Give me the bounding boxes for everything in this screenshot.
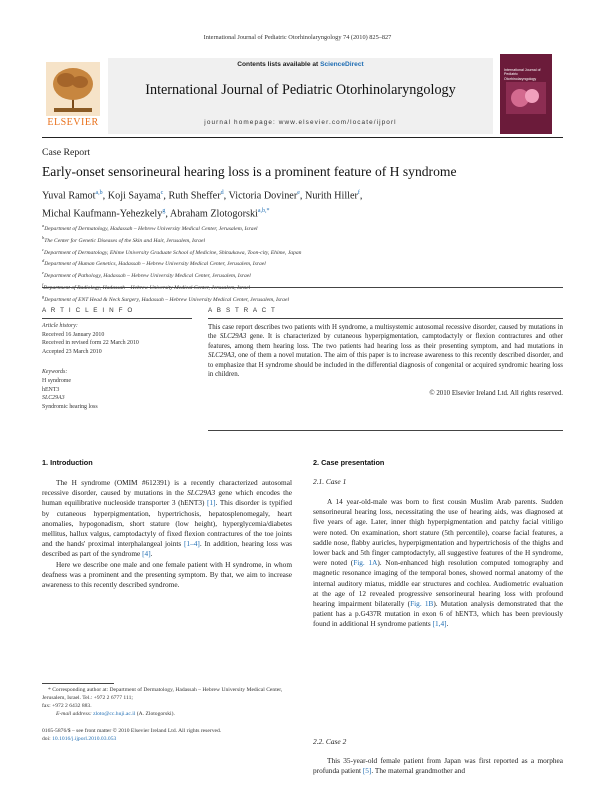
author-separator: , bbox=[299, 190, 305, 202]
contents-prefix: Contents lists available at bbox=[237, 61, 321, 68]
author-affiliation-marker[interactable]: a,b,* bbox=[257, 207, 270, 214]
keywords-label: Keywords: bbox=[42, 369, 68, 376]
citation-link[interactable]: [5] bbox=[362, 766, 372, 776]
affiliation-marker: g bbox=[42, 293, 45, 299]
article-identifiers bbox=[42, 727, 302, 743]
affiliation-marker: b bbox=[42, 234, 45, 240]
affiliation-text: Department of Dermatology, Ehime University Graduate School of Medicine, Shitsukawa, Toon-city, Ehime, Japan bbox=[43, 249, 302, 256]
received-date: Received 16 January 2010 bbox=[42, 331, 105, 338]
affiliation bbox=[42, 269, 562, 281]
author-separator: , bbox=[359, 190, 363, 202]
introduction-body bbox=[42, 478, 292, 590]
abstract-heading: A B S T R A C T bbox=[208, 307, 277, 314]
abstract-text bbox=[208, 323, 563, 379]
text-run: A 14 year-old-male was born to first cousin Muslim Arab parents. Sudden sensorineural hearing loss, necessitating the use of hearing aids, was diagnosed at five years of age. Later, inner thigh hyperpigmentation and patchy facial vitiligo were noted. On examination, short stature (5th percentile), coarse facial features, a saddle nose, flabby auricles, hyperpigmentation and hypertrichosis of the thighs and lower back and 5th finger camptodactyly, all suggestive features of the H syndrome, were noted ( bbox=[313, 497, 563, 568]
affiliation-marker: d bbox=[42, 258, 45, 264]
text-run: gene which encodes the human equilibrative nucleoside transporter 3 (hENT3) bbox=[42, 488, 292, 508]
abstract-part: , one of them a novel mutation. The aim of this paper is to increase awareness to this recently described disorder, and to emphasize that H syndrome should be included in the differential diagnosis of congenital or acquired syndromic hearing loss in children. bbox=[208, 352, 563, 379]
article-title: Early-onset sensorineural hearing loss is a prominent feature of H syndrome bbox=[42, 164, 457, 179]
email-link[interactable]: zloto@cc.huji.ac.il bbox=[93, 711, 136, 717]
abstract-part: gene. It is characterized by cutaneous hyperpigmentation, camptodactyly or flexion contractures and other features, among them hearing loss. The two patients had hearing loss as their presenting symptom, and had mutations in bbox=[208, 333, 563, 350]
author-affiliation-marker[interactable]: g bbox=[162, 207, 166, 214]
citation-link[interactable]: [1–4] bbox=[184, 539, 200, 549]
affiliation bbox=[42, 257, 562, 269]
revised-date: Received in revised form 22 March 2010 bbox=[42, 340, 139, 347]
paragraph bbox=[313, 497, 563, 630]
affiliation bbox=[42, 246, 562, 258]
email-suffix: (A. Zlotogorski). bbox=[135, 711, 175, 717]
author-name[interactable]: Ruth Sheffer bbox=[168, 190, 221, 202]
history-label: Article history: bbox=[42, 323, 78, 329]
author-name[interactable]: Michal Kaufmann-Yehezkely bbox=[42, 208, 163, 220]
paragraph bbox=[42, 478, 292, 560]
case-1-body bbox=[313, 497, 563, 630]
author-name[interactable]: Koji Sayama bbox=[107, 190, 161, 202]
section-heading-introduction: 1. Introduction bbox=[42, 458, 93, 467]
gene-name: SLC29A3 bbox=[219, 333, 247, 341]
paragraph: Here we describe one male and one female patient with H syndrome, in whom deafness was a prominent and the presenting symptom. By that, we aim to increase awareness to this recently described syndrome. bbox=[42, 559, 292, 590]
author-affiliation-marker[interactable]: d bbox=[220, 190, 224, 196]
author-affiliation-marker[interactable]: e bbox=[297, 190, 300, 196]
author-affiliation-marker[interactable]: a,b bbox=[95, 190, 103, 196]
text-run: ). Mutation analysis demonstrated that the patient has a p.G437R mutation in exon 6 of hENT3, which has been previously found in additional H syndrome patients bbox=[313, 599, 563, 629]
author-name[interactable]: Victoria Doviner bbox=[228, 190, 298, 202]
case-2-body bbox=[313, 756, 563, 776]
author-list bbox=[42, 186, 562, 222]
figure-link[interactable]: Fig. 1A bbox=[353, 558, 378, 568]
affiliation-marker: a bbox=[42, 223, 45, 228]
contents-line bbox=[108, 61, 493, 68]
author-affiliation-marker[interactable]: f bbox=[357, 190, 360, 196]
journal-title: International Journal of Pediatric Otorhinolaryngology bbox=[145, 82, 456, 98]
author-separator: , bbox=[163, 190, 169, 202]
gene-name: SLC29A3 bbox=[208, 352, 235, 360]
gene-name: SLC29A3 bbox=[187, 488, 216, 498]
article-info-rule bbox=[42, 318, 192, 319]
keyword: SLC29A3 bbox=[42, 395, 65, 402]
text-run: . This disorder is typified by cutaneous hyperpigmentation, hypertrichosis, hepatosplenomegaly, heart anomalies, hypogonadism, short stature (low height), hyperglycemia/diabetes mellitus, hallux valgus, camptodactyly of fixed flexion contractures of the toe joints and the hands' proximal interphalangeal joints bbox=[42, 498, 293, 549]
author-name[interactable]: Nurith Hiller bbox=[304, 190, 358, 202]
email-line bbox=[42, 710, 292, 718]
text-run: . The maternal grandmother and bbox=[371, 766, 466, 776]
article-type: Case Report bbox=[42, 147, 91, 158]
corresponding-author-footnote bbox=[42, 686, 292, 718]
abstract-bottom-rule bbox=[208, 430, 563, 431]
email-label: E-mail address: bbox=[56, 711, 94, 717]
affiliation-marker: f bbox=[42, 281, 44, 287]
footnote-rule bbox=[42, 683, 114, 684]
abstract-part: This case report describes two patients with H syndrome, a multisystemic autosomal recessive disorder, caused by mutations in the bbox=[208, 324, 563, 341]
corresponding-author-text: * Corresponding author at: Department of Dermatology, Hadassah – Hebrew University Medical Center, Jerusalem, Israel. Tel.: +972 2 6777 111; bbox=[42, 687, 283, 701]
affiliation-marker: c bbox=[42, 246, 44, 252]
elsevier-wordmark: ELSEVIER bbox=[47, 117, 99, 128]
figure-link[interactable]: Fig. 1B bbox=[410, 599, 434, 609]
keyword: hENT3 bbox=[42, 386, 60, 393]
affiliation-text: The Center for Genetic Diseases of the Skin and Hair, Jerusalem, Israel bbox=[44, 237, 205, 244]
cover-artwork bbox=[506, 82, 546, 114]
citation-link[interactable]: [1] bbox=[207, 498, 216, 508]
affiliation bbox=[42, 222, 562, 234]
author-separator: , bbox=[165, 208, 170, 220]
author-affiliation-marker[interactable]: c bbox=[160, 190, 164, 196]
affiliations bbox=[42, 222, 562, 304]
running-head: International Journal of Pediatric Otorhinolaryngology 74 (2010) 825–827 bbox=[203, 34, 392, 41]
masthead-rule bbox=[42, 137, 563, 138]
paragraph bbox=[313, 756, 563, 776]
keyword: Syndromic hearing loss bbox=[42, 403, 98, 410]
affiliation-text: Department of Dermatology, Hadassah – Hebrew University Medical Center, Jerusalem, Israel bbox=[44, 225, 258, 232]
affiliation bbox=[42, 234, 562, 246]
text-run: . bbox=[446, 619, 449, 629]
sciencedirect-link[interactable]: ScienceDirect bbox=[320, 61, 364, 68]
article-info bbox=[42, 322, 192, 411]
affiliation bbox=[42, 293, 562, 305]
issn-line: 0165-5876/$ – see front matter © 2010 Elsevier Ireland Ltd. All rights reserved. bbox=[42, 728, 222, 734]
author-separator: , bbox=[223, 190, 229, 202]
citation-link[interactable]: [4] bbox=[142, 549, 151, 559]
text-run: . In addition, hearing loss was described as part of the syndrome bbox=[42, 539, 292, 559]
author-name[interactable]: Abraham Zlotogorski bbox=[169, 208, 258, 220]
affiliation-text: Department of ENT Head & Neck Surgery, Hadassah – Hebrew University Medical Center, Jerusalem, Israel bbox=[44, 296, 289, 303]
abstract-rule bbox=[208, 318, 563, 319]
abstract-copyright: © 2010 Elsevier Ireland Ltd. All rights reserved. bbox=[429, 390, 563, 397]
header-rule bbox=[42, 287, 563, 288]
text-run: The H syndrome (OMIM #612391) is a recently characterized autosomal recessive disorder, caused by mutations in the bbox=[42, 478, 292, 498]
cover-title: International Journal of Pediatric Otorhinolaryngology bbox=[504, 68, 541, 81]
affiliation-text: Department of Pathology, Hadassah – Hebrew University Medical Center, Jerusalem, Israel bbox=[43, 272, 251, 279]
text-run: This 35-year-old female patient from Japan was first reported as a morphea profunda patient bbox=[313, 756, 563, 776]
subsection-heading-case-1: 2.1. Case 1 bbox=[313, 477, 347, 486]
accepted-date: Accepted 23 March 2010 bbox=[42, 348, 102, 355]
subsection-heading-case-2: 2.2. Case 2 bbox=[313, 737, 347, 746]
text-run: . bbox=[150, 549, 153, 559]
fax-line: fax: +972 2 6432 883. bbox=[42, 703, 92, 709]
keyword: H syndrome bbox=[42, 377, 71, 384]
text-run: ). Non-enhanced high resolution computed tomography and magnetic resonance imaging of the temporal bones, showed normal anatomy of the internal auditory miatus, middle ear structures and cochlea. Audiometric evaluation at the age of 12 revealed progressive sensorineural hearing loss with profound hearing impairment bilaterally ( bbox=[313, 558, 563, 609]
doi-prefix: doi: bbox=[42, 736, 51, 743]
author-name[interactable]: Yuval Ramot bbox=[42, 190, 96, 202]
affiliation-text: Department of Human Genetics, Hadassah – Hebrew University Medical Center, Jerusalem, Israel bbox=[44, 261, 266, 268]
section-heading-case-presentation: 2. Case presentation bbox=[313, 458, 385, 467]
doi-link[interactable]: 10.1016/j.ijporl.2010.03.053 bbox=[52, 736, 117, 743]
citation-link[interactable]: [1,4] bbox=[432, 619, 447, 629]
affiliation-marker: e bbox=[42, 270, 44, 276]
doi-line bbox=[42, 735, 302, 743]
affiliation-text: Department of Radiology, Hadassah – Hebrew University Medical Center, Jerusalem, Israel bbox=[43, 284, 251, 291]
author-separator: , bbox=[102, 190, 108, 202]
journal-homepage[interactable]: journal homepage: www.elsevier.com/locate/ijporl bbox=[204, 119, 397, 126]
article-info-heading: A R T I C L E I N F O bbox=[42, 307, 134, 314]
